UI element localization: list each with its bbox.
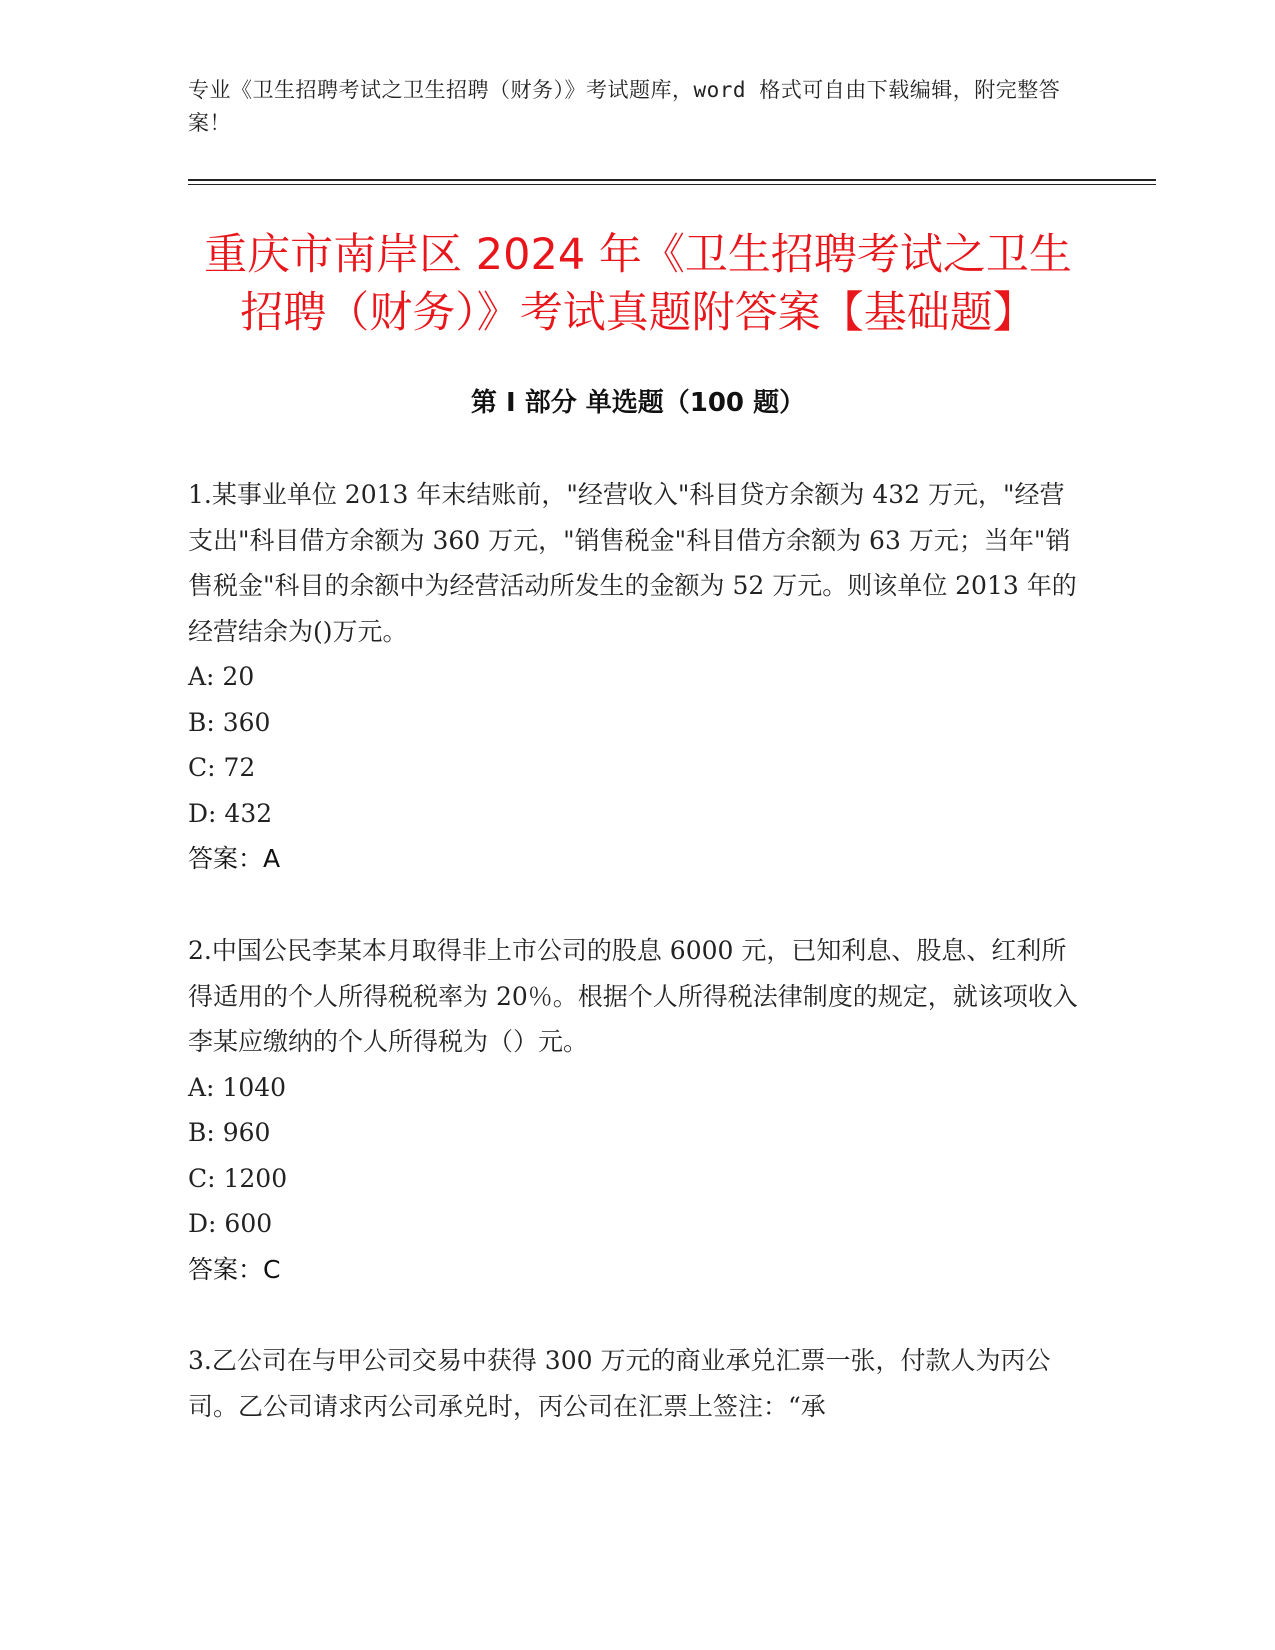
option-b: B: 960 bbox=[188, 1118, 271, 1147]
section-heading: 第 I 部分 单选题（100 题） bbox=[470, 388, 806, 418]
question-2 bbox=[188, 928, 1078, 1292]
answer-line: 答案：C bbox=[188, 1254, 281, 1284]
option-c: C: 1200 bbox=[188, 1163, 288, 1193]
header-note: 专业《卫生招聘考试之卫生招聘（财务）》考试题库，word 格式可自由下载编辑，附完整答案！ bbox=[188, 78, 1061, 135]
option-list bbox=[188, 1065, 1078, 1247]
header-divider-thin bbox=[188, 184, 1156, 185]
option-d: D: 432 bbox=[188, 798, 273, 828]
option-b: B: 360 bbox=[188, 707, 271, 737]
header-divider bbox=[188, 179, 1156, 181]
option-a: A: 1040 bbox=[188, 1072, 287, 1102]
option-c: C: 72 bbox=[188, 753, 256, 782]
question-stem: 2.中国公民李某本月取得非上市公司的股息 6000 元，已知利息、股息、红利所得适用的个人所得税税率为 20％。根据个人所得税法律制度的规定，就该项收入李某应缴纳的个人所得税为（）元。 bbox=[188, 936, 1078, 1056]
question-1 bbox=[188, 472, 1078, 882]
document-title: 重庆市南岸区 2024 年《卫生招聘考试之卫生招聘（财务）》考试真题附答案【基础题】 bbox=[204, 230, 1072, 338]
option-d: D: 600 bbox=[188, 1209, 273, 1238]
question-3 bbox=[188, 1338, 1078, 1429]
option-list bbox=[188, 654, 1078, 836]
question-stem: 1.某事业单位 2013 年末结账前，"经营收入"科目贷方余额为 432 万元，"经营支出"科目借方余额为 360 万元，"销售税金"科目借方余额为 63 万元；当年"销售税金"科目的余额中为经营活动所发生的金额为 52 万元。则该单位 2013 年的经营结余为()万元。 bbox=[188, 480, 1077, 646]
option-a: A: 20 bbox=[188, 662, 255, 691]
answer-line: 答案：A bbox=[188, 844, 281, 873]
question-stem: 3.乙公司在与甲公司交易中获得 300 万元的商业承兑汇票一张，付款人为丙公司。乙公司请求丙公司承兑时，丙公司在汇票上签注：“承 bbox=[188, 1346, 1051, 1421]
